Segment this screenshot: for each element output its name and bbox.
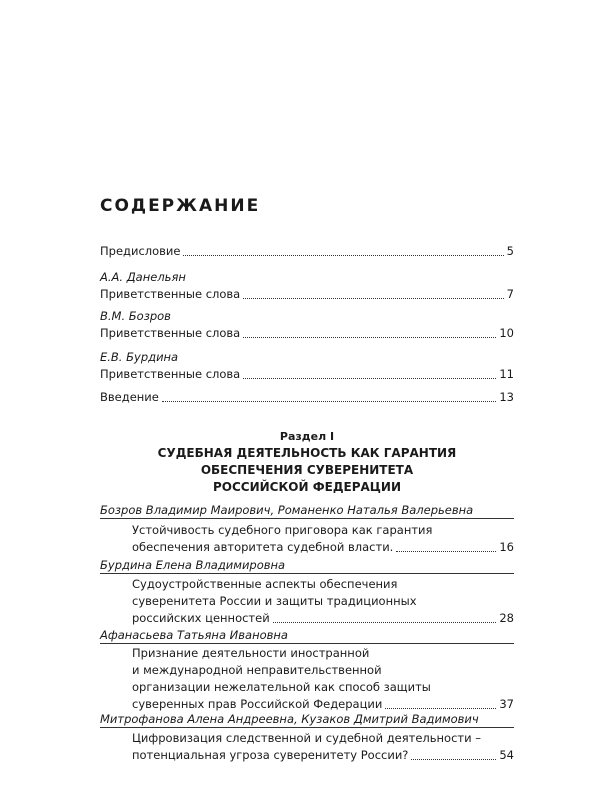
toc-entry-page: 7 xyxy=(506,287,514,301)
toc-entry-greeting-danelyan[interactable] xyxy=(100,269,514,303)
toc-dot-leader xyxy=(243,337,496,338)
toc-dot-leader xyxy=(411,759,496,760)
toc-entry-title: Приветственные слова xyxy=(100,287,241,301)
toc-entry-page: 28 xyxy=(499,611,514,625)
toc-entry-title-line: суверенных прав Российской Федерации xyxy=(132,697,383,711)
toc-entry-page: 16 xyxy=(499,540,514,554)
toc-entry-page: 37 xyxy=(499,697,514,711)
toc-entry-page: 11 xyxy=(499,367,514,381)
toc-entry-line xyxy=(132,539,514,556)
toc-entry-introduction[interactable] xyxy=(100,389,514,406)
toc-entry-author: А.А. Данельян xyxy=(100,270,186,284)
toc-entry-article-2[interactable] xyxy=(132,576,514,627)
toc-dot-leader xyxy=(385,708,496,709)
toc-dot-leader xyxy=(162,401,497,402)
toc-entry-title-line: Признание деятельности иностранной xyxy=(132,646,370,660)
toc-entry-title: Предисловие xyxy=(100,244,181,258)
toc-entry-preface[interactable] xyxy=(100,243,514,260)
toc-entry-page: 54 xyxy=(499,748,514,762)
article-author: Митрофанова Алена Андреевна, Кузаков Дмитрий Вадимович xyxy=(100,712,479,726)
toc-entry-author: Е.В. Бурдина xyxy=(100,350,179,364)
toc-entry-title: Приветственные слова xyxy=(100,367,241,381)
toc-entry-title-line: Устойчивость судебного приговора как гарантия xyxy=(132,523,433,537)
toc-entry-line xyxy=(132,610,514,627)
toc-entry-line xyxy=(100,366,514,383)
toc-dot-leader xyxy=(183,255,503,256)
toc-entry-page: 13 xyxy=(499,390,514,404)
toc-entry-page: 10 xyxy=(499,326,514,340)
section-title-line: СУДЕБНАЯ ДЕЯТЕЛЬНОСТЬ КАК ГАРАНТИЯ xyxy=(157,446,457,460)
article-author: Бозров Владимир Маирович, Романенко Наталья Валерьевна xyxy=(100,503,474,517)
toc-entry-title-line: обеспечения авторитета судебной власти. xyxy=(132,540,394,554)
toc-entry-article-4[interactable] xyxy=(132,730,514,764)
author-divider xyxy=(100,727,514,728)
section-header xyxy=(100,428,514,496)
toc-entry-article-1[interactable] xyxy=(132,522,514,556)
toc-entry-title: Приветственные слова xyxy=(100,326,241,340)
toc-heading: СОДЕРЖАНИЕ xyxy=(100,196,261,216)
toc-entry-title-line: потенциальная угроза суверенитету России? xyxy=(132,748,409,762)
section-label: Раздел I xyxy=(279,430,335,443)
toc-dot-leader xyxy=(273,622,497,623)
toc-entry-title-line: Судоустройственные аспекты обеспечения xyxy=(132,577,398,591)
section-title-line: ОБЕСПЕЧЕНИЯ СУВЕРЕНИТЕТА xyxy=(200,463,414,477)
author-divider xyxy=(100,573,514,574)
toc-entry-title-line: российских ценностей xyxy=(132,611,270,625)
toc-entry-title-line: и международной неправительственной xyxy=(132,663,382,677)
author-divider xyxy=(100,643,514,644)
article-author: Бурдина Елена Владимировна xyxy=(100,558,286,572)
toc-entry-title: Введение xyxy=(100,390,159,404)
toc-entry-line xyxy=(100,286,514,303)
toc-entry-article-3[interactable] xyxy=(132,645,514,713)
toc-entry-title-line: Цифровизация следственной и судебной деятельности – xyxy=(132,731,481,745)
toc-entry-title-line: организации нежелательной как способ защиты xyxy=(132,680,431,694)
toc-entry-line xyxy=(100,389,514,406)
toc-entry-line xyxy=(100,325,514,342)
toc-dot-leader xyxy=(243,378,496,379)
toc-entry-title-line: суверенитета России и защиты традиционных xyxy=(132,594,417,608)
toc-entry-line xyxy=(132,747,514,764)
toc-entry-author: В.М. Бозров xyxy=(100,309,171,323)
toc-dot-leader xyxy=(243,298,503,299)
author-divider xyxy=(100,518,514,519)
article-author: Афанасьева Татьяна Ивановна xyxy=(100,628,288,642)
toc-entry-page: 5 xyxy=(506,244,514,258)
section-title-line: РОССИЙСКОЙ ФЕДЕРАЦИИ xyxy=(212,480,401,494)
toc-entry-line xyxy=(100,243,514,260)
toc-entry-greeting-burdina[interactable] xyxy=(100,349,514,383)
toc-dot-leader xyxy=(396,551,496,552)
toc-entry-greeting-bozrov[interactable] xyxy=(100,308,514,342)
